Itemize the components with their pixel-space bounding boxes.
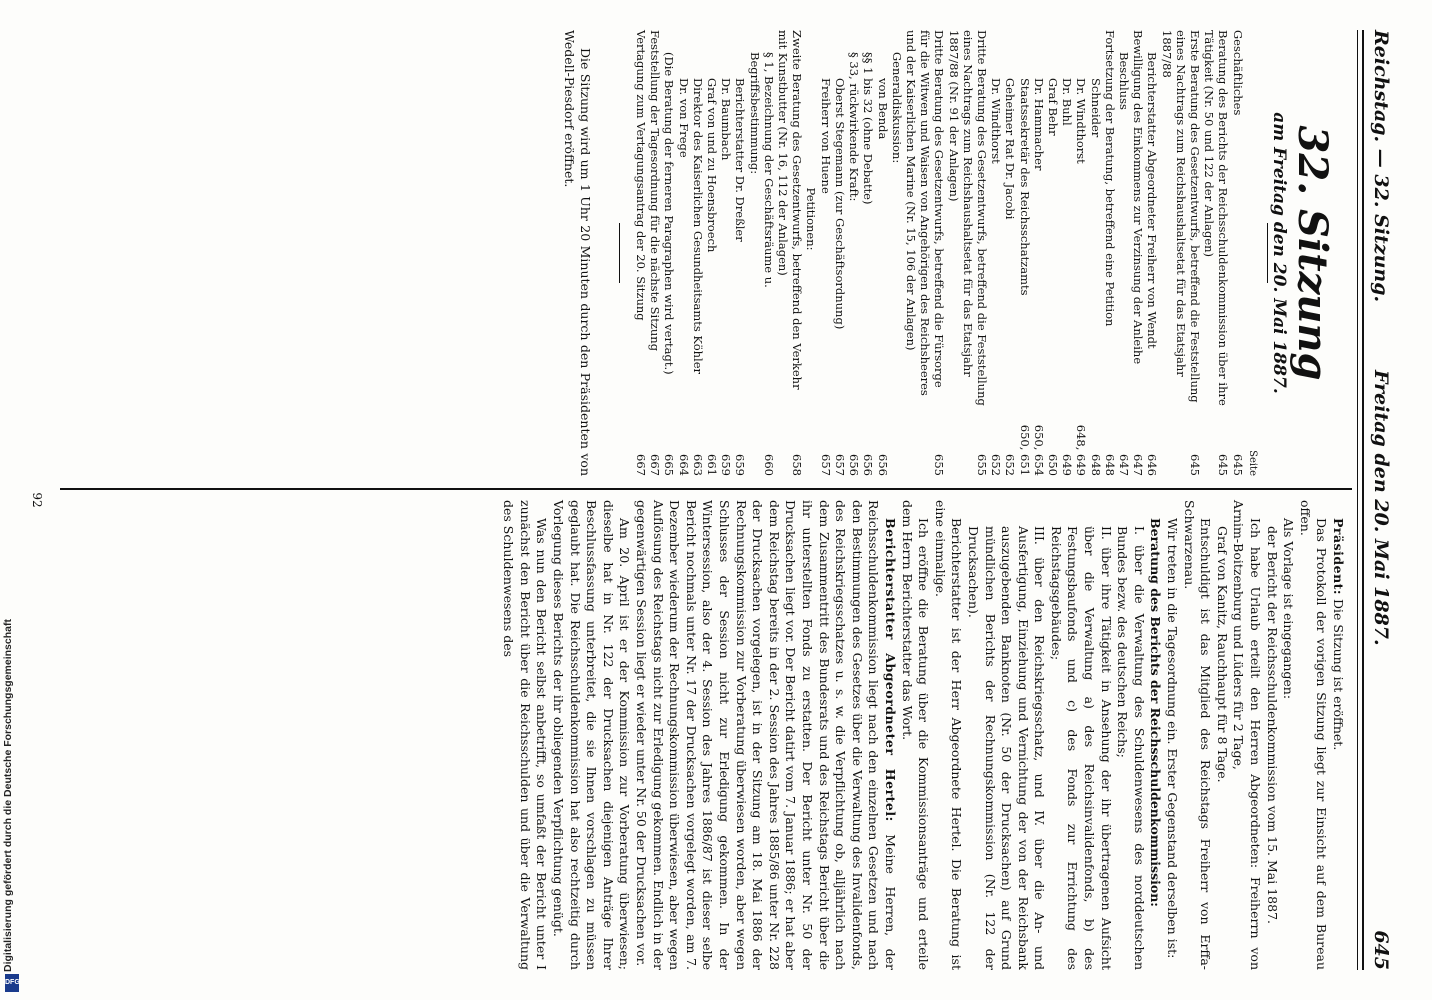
paragraph: Entschuldigt ist das Mitglied des Reichstags Freiherr von Erffa-Schwarzenau. xyxy=(1181,500,1214,970)
header-left: Reichstag. — 32. Sitzung. xyxy=(1370,30,1392,303)
toc-entry-text: Vertagung zum Vertagungsantrag der 20. Sitzung xyxy=(634,30,649,321)
toc-entry xyxy=(1159,30,1202,476)
toc-entry xyxy=(1017,30,1031,476)
toc-entry xyxy=(1230,30,1244,476)
toc-entry-text: Dr. Hammacher xyxy=(1031,78,1046,171)
toc-entry xyxy=(662,30,676,476)
toc-entry xyxy=(1003,30,1017,476)
toc-entry-page: 661 xyxy=(705,454,720,476)
toc-entry xyxy=(634,30,648,476)
toc-entry xyxy=(1060,30,1074,476)
toc-entry-page: 646 xyxy=(1145,454,1160,476)
toc-entry-text: Dritte Beratung des Gesetzentwurfs, betreffend die Fürsorge für die Witwen und Waisen von Angehörigen des Reichsheeres und der Kaiserlichen Marine (Nr. 15, 106 der Anlagen) xyxy=(903,30,947,396)
paragraph: Ich eröffne die Beratung über die Kommissionsanträge und erteile dem Herrn Berichterstatter das Wort. xyxy=(899,500,932,970)
toc-entry-page: 657 xyxy=(832,454,847,476)
toc-entry-text: Geheimer Rat Dr. Jacobi xyxy=(1003,78,1018,220)
toc-entry-page: 656 xyxy=(847,454,862,476)
toc-entry-text: Berichterstatter Dr. Dreßler xyxy=(733,78,748,242)
toc-entry-page: 657 xyxy=(818,454,833,476)
toc-entry xyxy=(776,30,804,476)
toc-entry-page: 650 xyxy=(1045,454,1060,476)
toc-entry-text: Fortsetzung der Beratung, betreffend eine Petition xyxy=(1102,30,1117,327)
speaker-name: Berichterstatter Abgeordneter Hertel: xyxy=(882,518,898,822)
toc-entry xyxy=(1103,30,1117,476)
toc-entry-text: § 1, Bezeichnung der Geschäftsräume u. Begriffsbestimmung: xyxy=(747,52,776,288)
session-title: 32. Sitzung xyxy=(1289,125,1336,381)
speech-text: Die Sitzung ist eröffnet. xyxy=(1331,599,1346,751)
toc-entry-text: Dritte Beratung des Gesetzentwurfs, betreffend die Feststellung eines Nachtrags zum Reichshaushaltsetat für das Etatsjahr 1887/88 (Nr. 91 der Anlagen) xyxy=(946,30,989,406)
toc-entry xyxy=(676,30,690,476)
speaker-name: Präsident: xyxy=(1331,518,1346,596)
toc-entry-page: 648, 649 xyxy=(1074,424,1089,476)
toc-entry xyxy=(890,30,904,476)
digitization-stamp xyxy=(2,600,22,996)
paragraph: der Bericht der Reichsschuldenkommission vom 15. Mai 1887. xyxy=(1264,526,1280,924)
toc-entry-text: Oberst Stegemann (zur Geschäftsordnung) xyxy=(832,78,847,330)
toc-entry-page: 659 xyxy=(719,454,734,476)
toc-entry xyxy=(875,30,889,476)
toc-entry-page: 655 xyxy=(974,454,989,476)
toc-entry-text: Petitionen: xyxy=(804,187,819,251)
toc-entry-text: § 33, rückwirkende Kraft: xyxy=(847,52,862,202)
toc-entry-text: Dr. Buhl xyxy=(1060,78,1075,126)
toc-entry xyxy=(1046,30,1060,476)
toc-entry xyxy=(691,30,705,476)
speech-paragraph xyxy=(1329,500,1346,970)
paragraph: Als Vorlage ist eingegangen: xyxy=(1281,518,1297,700)
paragraph: II. über ihre Tätigkeit in Ansehung der ihr übertragenen Aufsicht über die Verwaltung a) des Reichsinvalidenfonds, b) des Festungsbaufonds und c) des Fonds zur Errichtung des Reichstagsgebäudes; xyxy=(1048,526,1114,970)
divider xyxy=(1267,223,1268,283)
toc-entry-text: Zweite Beratung des Gesetzentwurfs, betreffend den Verkehr mit Kunstbutter (Nr. 16, 112 der Anlagen) xyxy=(776,30,805,390)
toc-entry xyxy=(648,30,662,476)
toc-entry-text: (Die Beratung der ferneren Paragraphen wird vertagt.) xyxy=(662,52,677,375)
toc-entry-text: Erste Beratung des Gesetzentwurfs, betreffend die Feststellung eines Nachtrags zum Reichshaushaltsetat für das Etatsjahr 1887/88 xyxy=(1159,30,1202,403)
toc-entry-page: 652 xyxy=(989,454,1004,476)
header-page-number: 645 xyxy=(1370,930,1392,970)
toc-entry xyxy=(1074,30,1088,476)
toc-entry xyxy=(804,30,818,476)
toc-entry-page: 648 xyxy=(1102,454,1117,476)
toc-entry-text: §§ 1 bis 32 (ohne Debatte) xyxy=(861,52,876,205)
proceedings-column xyxy=(500,500,1346,970)
toc-entry-text: Dr. von Frege xyxy=(676,78,691,158)
toc-entry xyxy=(861,30,875,476)
toc-entry-page: 656 xyxy=(875,454,890,476)
toc-entry-text: Feststellung der Tagesordnung für die nächste Sitzung xyxy=(648,30,663,352)
paragraph: Graf von Kanitz, Rauchhaupt für 8 Tage. xyxy=(1214,526,1230,783)
toc-entry-text: Direktor des Kaiserlichen Gesundheitsamts Köhler xyxy=(690,78,705,375)
toc-entry xyxy=(747,30,775,476)
toc-entry-page: 667 xyxy=(648,454,663,476)
paragraph: Berichterstatter ist der Herr Abgeordnete Hertel. Die Beratung ist eine einmalige. xyxy=(932,500,965,970)
toc-entry xyxy=(733,30,747,476)
paragraph: Das Protokoll der vorigen Sitzung liegt zur Einsicht auf dem Bureau offen. xyxy=(1297,500,1330,970)
agenda-heading: Beratung des Berichts der Reichsschuldenkommission: xyxy=(1148,518,1164,907)
toc-entry-page: 647 xyxy=(1116,454,1131,476)
opening-statement: Die Sitzung wird um 1 Uhr 20 Minuten durch den Präsidenten von Wedell-Piesdorf eröffnet. xyxy=(562,30,593,476)
toc-entry-page: 650, 651 xyxy=(1017,424,1032,476)
toc-entry xyxy=(1131,30,1145,476)
toc-entry-text: Beratung des Berichts der Reichsschuldenkommission über ihre Tätigkeit (Nr. 50 und 122 der Anlagen) xyxy=(1202,30,1231,406)
toc-entry xyxy=(847,30,861,476)
toc-entry xyxy=(833,30,847,476)
paragraph: I. über die Verwaltung des Schuldenwesens des norddeutschen Bundes bezw. des deutschen Reichs; xyxy=(1115,526,1147,970)
toc-entry xyxy=(705,30,719,476)
session-date: am Freitag den 20. Mai 1887. xyxy=(1269,112,1289,394)
paragraph: Wir treten in die Tagesordnung ein. Erster Gegenstand derselben ist: xyxy=(1165,518,1181,959)
toc-entry-page: 659 xyxy=(733,454,748,476)
toc-entry-text: Schneider xyxy=(1088,78,1103,138)
header-rule xyxy=(1357,30,1358,970)
toc-entry-page: 652 xyxy=(1003,454,1018,476)
toc-entry-page: 650, 654 xyxy=(1031,424,1046,476)
toc-entry-page: 663 xyxy=(690,454,705,476)
toc-entry-text: Dr. Windthorst xyxy=(1074,78,1089,164)
toc-entry-text: Beschluss xyxy=(1116,52,1131,110)
toc-entry-page: 660 xyxy=(761,454,776,476)
toc-entry-text: Graf Behr xyxy=(1045,78,1060,136)
page-footer-marker: 92 xyxy=(30,492,44,508)
toc-entry-page: 645 xyxy=(1187,454,1202,476)
paragraph: Ich habe Urlaub erteilt den Herren Abgeordneten: Freiherrn von Arnim-Boitzenburg und Lüders für 2 Tage, xyxy=(1231,500,1264,970)
toc-entry xyxy=(819,30,833,476)
toc-entry-page: 645 xyxy=(1216,454,1231,476)
divider xyxy=(619,223,620,283)
toc-entry xyxy=(1032,30,1046,476)
toc-entry xyxy=(904,30,947,476)
toc-entry-page: 658 xyxy=(790,454,805,476)
toc-entry xyxy=(1117,30,1131,476)
page-label: Seite xyxy=(1246,450,1258,476)
toc-entry xyxy=(1145,30,1159,476)
toc-entry xyxy=(946,30,989,476)
stamp-text: Digitalisierung gefördert durch die Deutsche Forschungsgemeinschaft xyxy=(2,619,14,972)
toc-entry-page: 645 xyxy=(1230,454,1245,476)
toc-entry xyxy=(989,30,1003,476)
toc-entry-page: 664 xyxy=(676,454,691,476)
toc-entry-text: von Benda xyxy=(875,78,890,140)
toc-entry-text: Generaldiskussion: xyxy=(889,52,904,164)
dfg-logo: DFG xyxy=(5,974,19,992)
toc-entry-text: Graf von und zu Hoensbroech xyxy=(705,78,720,253)
toc-entry xyxy=(719,30,733,476)
toc-entry-text: Dr. Baumbach xyxy=(719,78,734,161)
toc-entry-page: 649 xyxy=(1060,454,1075,476)
column-divider xyxy=(60,488,1352,490)
toc-entry-page: 665 xyxy=(662,454,677,476)
paragraph: Am 20. April ist er der Kommission zur Vorberatung überwiesen; dieselbe hat in Nr. 122 der Drucksachen diejenigen Anträge Ihrer Beschlussfassung unterbreitet, die sie Ihnen vorschlagen zu müssen geglaubt hat. Die Reichsschuldenkommission hat also rechtzeitig durch Vorlegung dieses Berichts der ihr obliegenden Verpflichtung genügt. xyxy=(551,500,633,970)
header-middle: Freitag den 20. Mai 1887. xyxy=(1370,370,1392,646)
paragraph: III. über den Reichskriegsschatz, und IV. über die An- und Ausfertigung, Einziehung und Vernichtung der von der Reichsbank auszugebenden Banknoten (Nr. 50 der Drucksachen) auf Grund mündlichen Berichts der Rechnungskommission (Nr. 122 der Drucksachen). xyxy=(965,526,1048,970)
toc-entry-page: 647 xyxy=(1131,454,1146,476)
toc-entry-text: Dr. Windthorst xyxy=(989,78,1004,164)
toc-entry-page: 648 xyxy=(1088,454,1103,476)
toc-entry-page: 655 xyxy=(932,454,947,476)
speech-text: Meine Herren, der Reichsschuldenkommission liegt nach den einzelnen Gesetzen und nach den Bestimmungen des Gesetzes über die Verwaltung des Invalidenfonds, des Reichskriegsschatzes u. s. w. die Verpflichtung ob, alljährlich nach dem Zusammentritt des Bundesrats und des Reichstags Bericht über die ihr unterstellten Fonds zu erstatten. Der Bericht unter Nr. 50 der Drucksachen liegt vor. Der Bericht datirt vom 7. Januar 1886; er hat aber dem Reichstag bereits in der 2. Session des Jahres 1885/86 unter Nr. 228 der Drucksachen vorgelegen, ist in der Sitzung am 18. Mai 1886 der Rechnungskommission zur Vorberatung überwiesen worden, aber wegen Schlusses der Session nicht zur Erledigung gekommen. In der Wintersession, also der 4. Session des Jahres 1886/87 ist dieser selbe Bericht nochmals unter Nr. 17 der Drucksachen vorgelegt worden, am 7. Dezember wiederum der Rechnungskommission überwiesen, aber wegen Auflösung des Reichstags nicht zur Erledigung gekommen. Endlich in der gegenwärtigen Session liegt er wieder unter Nr. 50 der Drucksachen vor. xyxy=(634,500,898,971)
speech-paragraph xyxy=(632,500,898,970)
toc-entry xyxy=(1088,30,1102,476)
toc-entry-text: Bewilligung des Einkommens zur Verzinsung der Anleihe xyxy=(1131,30,1146,365)
contents-column xyxy=(562,30,1346,476)
toc-entry xyxy=(1202,30,1230,476)
toc-entry-page: 667 xyxy=(634,454,649,476)
paragraph: Was nun den Bericht selbst anbetrifft, so umfaßt der Bericht unter I zunächst den Bericht über die Reichsschulden und über die Verwaltung des Schuldenwesens des xyxy=(501,500,550,970)
running-header xyxy=(1362,30,1394,970)
toc-entry-text: Geschäftliches xyxy=(1230,30,1245,116)
table-of-contents xyxy=(634,30,1245,476)
toc-entry-text: Berichterstatter Abgeordneter Freiherr von Wendt xyxy=(1145,52,1160,349)
toc-entry-page: 656 xyxy=(861,454,876,476)
toc-entry-text: Staatssekretär des Reichsschatzamts xyxy=(1017,78,1032,296)
toc-entry-text: Freiherr von Huene xyxy=(818,78,833,194)
